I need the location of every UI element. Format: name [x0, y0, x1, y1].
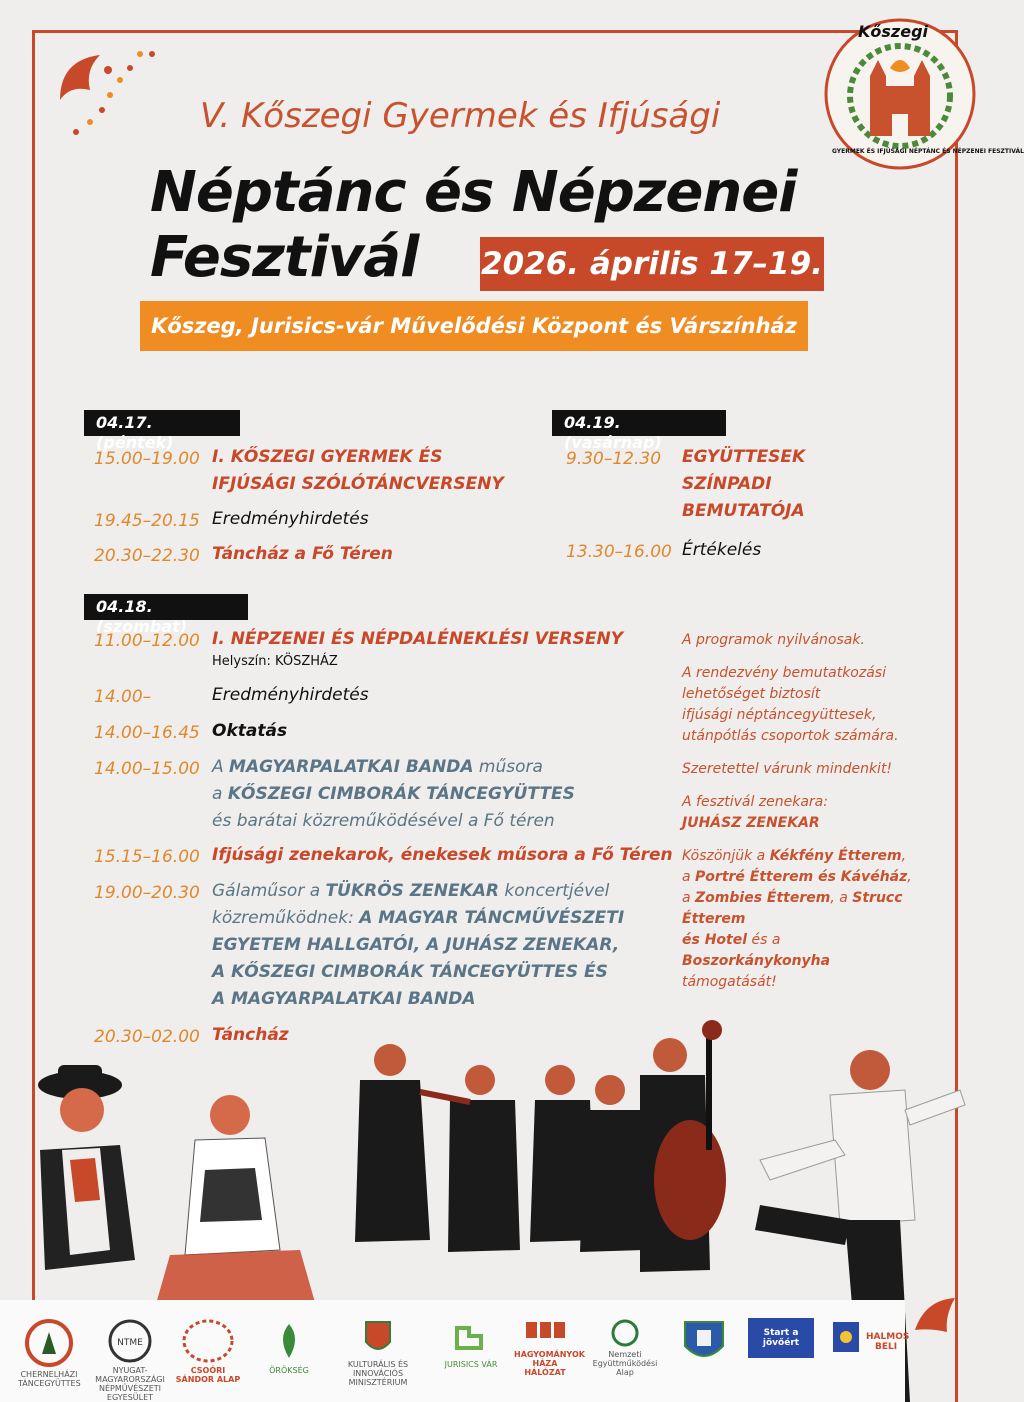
logo-hagyomanyok [514, 1318, 585, 1377]
e6-e: A MAGYAR TÁNCMŰVÉSZETI [359, 908, 625, 928]
s5f: Zombies Étterem [695, 890, 831, 906]
jurisics-logo-icon [451, 1318, 491, 1358]
day-label-friday: 04.17. (péntek) [84, 410, 240, 436]
e4-d: a [212, 784, 228, 804]
s5g: , a [830, 890, 853, 906]
event-sat-3: Oktatás [212, 721, 288, 741]
s5j: és a [747, 932, 781, 948]
date-banner: 2026. április 17–19. [480, 237, 824, 291]
logo-csoori-label: CSOÓRI SÁNDOR ALAP [175, 1366, 241, 1384]
time-sat-5: 15.15–16.00 [94, 847, 200, 867]
e4-f: és barátai közreműködésével a Fő téren [212, 811, 555, 831]
coat-of-arms-icon [363, 1318, 393, 1358]
s5d: Portré Étterem és Kávéház [695, 869, 908, 885]
e4-e: KŐSZEGI CIMBORÁK TÁNCEGYÜTTES [227, 784, 575, 804]
e4-a: A [212, 757, 230, 777]
logo-koszeg-crest [678, 1318, 730, 1370]
s5c: a [682, 869, 696, 885]
s5h: Strucc Étterem [682, 890, 903, 927]
time-sat-3: 14.00–16.45 [94, 723, 200, 743]
koszeg-crest-icon [681, 1318, 727, 1368]
folk-ornament-bottom-icon [905, 1290, 965, 1350]
side-p5: Köszönjük a Kékfény Étterem, a Portré Étterem és Kávéház, a Zombies Étterem, a Strucc Étterem és Hotel és a Boszorkánykonyha támogatását! [682, 846, 932, 993]
event-fri-2: Eredményhirdetés [212, 509, 369, 529]
event-sun-1 [682, 444, 805, 525]
event-sat-6 [212, 878, 662, 1013]
hagyomanyok-logo-icon [522, 1318, 568, 1348]
event-fri-1-line1: I. KŐSZEGI GYERMEK ÉS [212, 447, 443, 467]
logo-hazai [826, 1318, 866, 1360]
csoori-logo-icon [181, 1318, 235, 1364]
event-fri-1 [212, 444, 504, 498]
time-sat-4: 14.00–15.00 [94, 759, 200, 779]
time-sun-1: 9.30–12.30 [566, 449, 662, 469]
event-sat-2: Eredményhirdetés [212, 685, 369, 705]
s5l: támogatását! [682, 974, 777, 990]
logo-jurisics [438, 1318, 504, 1369]
side-p2-l3: ifjúsági néptáncegyüttesek, [682, 707, 877, 723]
nea-logo-icon [610, 1318, 640, 1348]
event-fri-1-line2: IFJÚSÁGI SZÓLÓTÁNCVERSENY [212, 474, 504, 494]
time-sat-2: 14.00– [94, 687, 152, 707]
logo-chernelhazi [18, 1318, 80, 1388]
logo-nyugat-label: NYUGAT-MAGYARORSZÁGI NÉPMŰVÉSZETI EGYESÜLET [95, 1366, 165, 1402]
event-sat-7: Táncház [212, 1025, 289, 1045]
s5a: Köszönjük a [682, 848, 770, 864]
flag-logo-icon [831, 1318, 861, 1358]
title-line-1: Néptánc és Népzenei [150, 160, 797, 225]
time-fri-1: 15.00–19.00 [94, 449, 200, 469]
event-sat-4 [212, 754, 652, 835]
e4-b: MAGYARPALATKAI BANDA [229, 757, 474, 777]
festival-badge [822, 16, 1024, 172]
venue-banner: Kőszeg, Jurisics-vár Művelődési Központ és Várszínház [140, 301, 808, 351]
side-p4-band: JUHÁSZ ZENEKAR [682, 815, 820, 831]
folk-ornament-icon [40, 40, 170, 140]
logo-hagyomanyok-label: HAGYOMÁNYOK HÁZA HÁLÓZAT [514, 1350, 585, 1377]
time-sat-7: 20.30–02.00 [94, 1027, 200, 1047]
day-label-sunday: 04.19. (vasárnap) [552, 410, 726, 436]
e6-c: koncertjével [499, 881, 610, 901]
day-label-saturday: 04.18. (szombat) [84, 594, 248, 620]
logo-nea-label: Nemzeti Együttműködési Alap [592, 1350, 658, 1377]
side-p2 [682, 663, 932, 747]
side-notes [682, 630, 932, 993]
e6-g: A KŐSZEGI CIMBORÁK TÁNCEGYÜTTES ÉS [212, 962, 608, 982]
side-p1: A programok nyilvánosak. [682, 632, 865, 648]
e4-c: műsora [473, 757, 543, 777]
badge-top-text: Kőszegi [858, 22, 929, 41]
side-p3: Szeretettel várunk mindenkit! [682, 761, 893, 777]
event-sun-2: Értékelés [682, 540, 762, 560]
svg-text:NTME: NTME [117, 1338, 143, 1348]
e6-f: EGYETEM HALLGATÓI, A JUHÁSZ ZENEKAR, [212, 935, 620, 955]
time-sat-1: 11.00–12.00 [94, 631, 200, 651]
pre-title: V. Kőszegi Gyermek és Ifjúsági [200, 96, 721, 136]
orokseg-logo-icon [266, 1318, 312, 1364]
side-p2-l1: A rendezvény bemutatkozási [682, 665, 886, 681]
s5b: Kékfény Étterem [769, 848, 902, 864]
side-p2-l2: lehetőséget biztosít [682, 686, 821, 702]
event-sat-1: I. NÉPZENEI ÉS NÉPDALÉNEKLÉSI VERSENY [212, 629, 624, 649]
event-sun-1-line2: SZÍNPADI [682, 474, 772, 494]
event-sat-5: Ifjúsági zenekarok, énekesek műsora a Fő Téren [212, 845, 673, 865]
time-fri-3: 20.30–22.30 [94, 546, 200, 566]
logo-jurisics-label: JURISICS VÁR [444, 1360, 498, 1369]
logo-start-label: Start a jövőért [748, 1318, 814, 1358]
logo-halmos-label: HALMOS BELI [866, 1332, 910, 1352]
logo-chernelhazi-label: CHERNELHÁZI TÁNCEGYÜTTES [18, 1370, 81, 1388]
logo-halmos [866, 1318, 910, 1352]
badge-ring-text: GYERMEK ÉS IFJÚSÁGI NÉPTÁNC ÉS NÉPZENEI FESZTIVÁL [832, 148, 1024, 155]
side-p2-l4: utánpótlás csoportok számára. [682, 728, 899, 744]
side-p4-l1: A fesztivál zenekara: [682, 794, 828, 810]
logo-start [748, 1318, 814, 1358]
s5e: a [682, 890, 696, 906]
s5i: és Hotel [682, 932, 748, 948]
s5k: Boszorkánykonyha [682, 953, 831, 969]
logo-nea [590, 1318, 660, 1377]
event-fri-3: Táncház a Fő Téren [212, 544, 393, 564]
logo-csoori [175, 1318, 241, 1384]
logo-nyugat [95, 1318, 165, 1402]
event-sun-1-line3: BEMUTATÓJA [682, 501, 805, 521]
logo-kim-label: KULTURÁLIS ÉS INNOVÁCIÓS MINISZTÉRIUM [347, 1360, 409, 1387]
dancer-logo-icon [24, 1318, 74, 1368]
event-sat-1-location: Helyszín: KÖSZHÁZ [212, 654, 338, 669]
event-sun-1-line1: EGYÜTTESEK [682, 447, 806, 467]
e6-h: A MAGYARPALATKAI BANDA [212, 989, 476, 1009]
logo-orokseg [258, 1318, 320, 1375]
e6-d: közreműködnek: [212, 908, 360, 928]
logo-kim [338, 1318, 418, 1387]
time-sun-2: 13.30–16.00 [566, 542, 672, 562]
title-line-2: Fesztivál [150, 225, 419, 290]
e6-a: Gálaműsor a [212, 881, 326, 901]
ntme-logo-icon [107, 1318, 153, 1364]
logo-orokseg-label: ÖRÖKSÉG [269, 1366, 309, 1375]
e6-b: TÜKRÖS ZENEKAR [325, 881, 500, 901]
time-fri-2: 19.45–20.15 [94, 511, 200, 531]
time-sat-6: 19.00–20.30 [94, 883, 200, 903]
side-p4 [682, 792, 932, 834]
